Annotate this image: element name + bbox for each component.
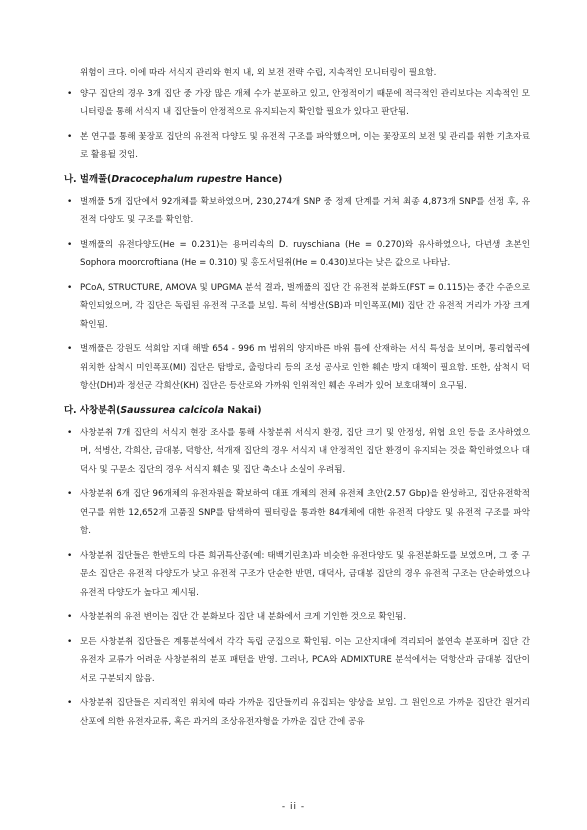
heading-suffix: Nakai): [223, 404, 262, 416]
heading-prefix: 다. 사창분취(: [64, 404, 121, 416]
heading-scientific-name: Dracocephalum rupestre: [111, 173, 243, 185]
bullet-item: • 본 연구를 통해 꽃장포 집단의 유전적 다양도 및 유전적 구조를 파악했으며, 이는 꽃장포의 보전 및 관리를 위한 기초자료로 활용될 것임.: [64, 128, 530, 165]
heading-suffix: Hance): [242, 173, 283, 185]
bullet-item: • 양구 집단의 경우 3개 집단 중 가장 많은 개체 수가 분포하고 있고, 안정적이기 때문에 적극적인 관리보다는 지속적인 모니터링을 통해 서식지 내 집단들이 안정적으로 유지되는지 확인할 필요가 있다고 판단됨.: [64, 85, 530, 122]
bullet-item: • 벌깨풀은 강원도 석회암 지대 해발 654 - 996 m 범위의 양지바른 바위 틈에 산재하는 서식 특성을 보이며, 통리협곡에 위치한 삼척시 미인폭포(MI) 집단은 탐방로, 출렁다리 등의 조성 공사로 인한 훼손 방지 대책이 필요함. 또한, 삼척시 덕항산(DH)과 정선군 각희산(KH) 집단은 등산로와 가까워 인위적인 훼손 우려가 있어 보호대책이 요구됨.: [64, 340, 530, 396]
bullet-item: • 사창분취 7개 집단의 서식지 현장 조사를 통해 사창분취 서식지 환경, 집단 크기 및 안정성, 위협 요인 등을 조사하였으며, 석병산, 각희산, 금대봉, 덕항산, 석개재 집단의 경우 서식지 내 안정적인 집단 환경이 유지되는 것을 확인하였으나 대덕사 및 구문소 집단의 경우 서식지 훼손 및 집단 축소나 소실이 우려됨.: [64, 424, 530, 480]
bullet-item: • 사창분취 집단들은 한반도의 다른 희귀특산종(예: 태백기린초)과 비슷한 유전다양도 및 유전분화도를 보였으며, 그 중 구문소 집단은 유전적 다양도가 낮고 유전적 구조가 단순한 반면, 대덕사, 금대봉 집단의 경우 유전적 구조는 단순하였으나 유전적 다양도가 높다고 제시됨.: [64, 547, 530, 603]
bullet-item: • 사창분취 집단들은 지리적인 위치에 따라 가까운 집단들끼리 유집되는 양상을 보임. 그 원인으로 가까운 집단간 원거리 산포에 의한 유전자교류, 혹은 과거의 조상유전자형을 가까운 집단 간에 공유: [64, 694, 530, 731]
document-page: [64, 64, 530, 737]
page-number: - ii -: [281, 802, 306, 812]
bullet-item: • 모든 사창분취 집단들은 계통분석에서 각각 독립 군집으로 확인됨. 이는 고산지대에 격리되어 불연속 분포하며 집단 간 유전자 교류가 어려운 사창분취의 분포 패턴을 반영. 그러나, PCA와 ADMIXTURE 분석에서는 덕항산과 금대봉 집단이 서로 구분되지 않음.: [64, 633, 530, 689]
section-da-bullet-list: [64, 424, 530, 732]
bullet-item: • 벌깨풀 5개 집단에서 92개체를 확보하였으며, 230,274개 SNP 중 정제 단계를 거쳐 최종 4,873개 SNP를 선정 후, 유전적 다양도 및 구조를 확인함.: [64, 193, 530, 230]
heading-prefix: 나. 벌깨풀(: [64, 173, 112, 185]
section-na-bullet-list: [64, 193, 530, 396]
intro-bullet-list: [64, 85, 530, 165]
section-heading-da: [64, 402, 530, 420]
bullet-item: • 벌깨풀의 유전다양도(He = 0.231)는 용머리속의 D. ruyschiana (He = 0.270)와 유사하였으나, 다년생 초본인 Sophora moorcroftiana (He = 0.310) 및 홍도서덜취(He = 0.430)보다는 낮은 값으로 나타남.: [64, 236, 530, 273]
bullet-item: • 사창분취 6개 집단 96개체의 유전자원을 확보하여 대표 개체의 전체 유전체 초안(2.57 Gbp)을 완성하고, 집단유전학적 연구를 위한 12,652개 고품질 SNP를 탐색하여 필터링을 통과한 84개체에 대한 유전적 다양도 및 유전적 구조를 파악함.: [64, 485, 530, 541]
heading-scientific-name: Saussurea calcicola: [120, 404, 224, 416]
intro-continuation: 위험이 크다. 이에 따라 서식지 관리와 현지 내, 외 보전 전략 수립, 지속적인 모니터링이 필요함.: [80, 68, 437, 78]
bullet-item: • 사창분취의 유전 변이는 집단 간 분화보다 집단 내 분화에서 크게 기인한 것으로 확인됨.: [64, 608, 530, 627]
section-heading-na: [64, 171, 530, 189]
bullet-item: • PCoA, STRUCTURE, AMOVA 및 UPGMA 분석 결과, 벌깨풀의 집단 간 유전적 분화도(FST = 0.115)는 중간 수준으로 확인되었으며, 각 집단은 독립된 유전적 구조를 보임. 특히 석병산(SB)과 미인폭포(MI) 집단 간 유전적 거리가 가장 크게 확인됨.: [64, 279, 530, 335]
